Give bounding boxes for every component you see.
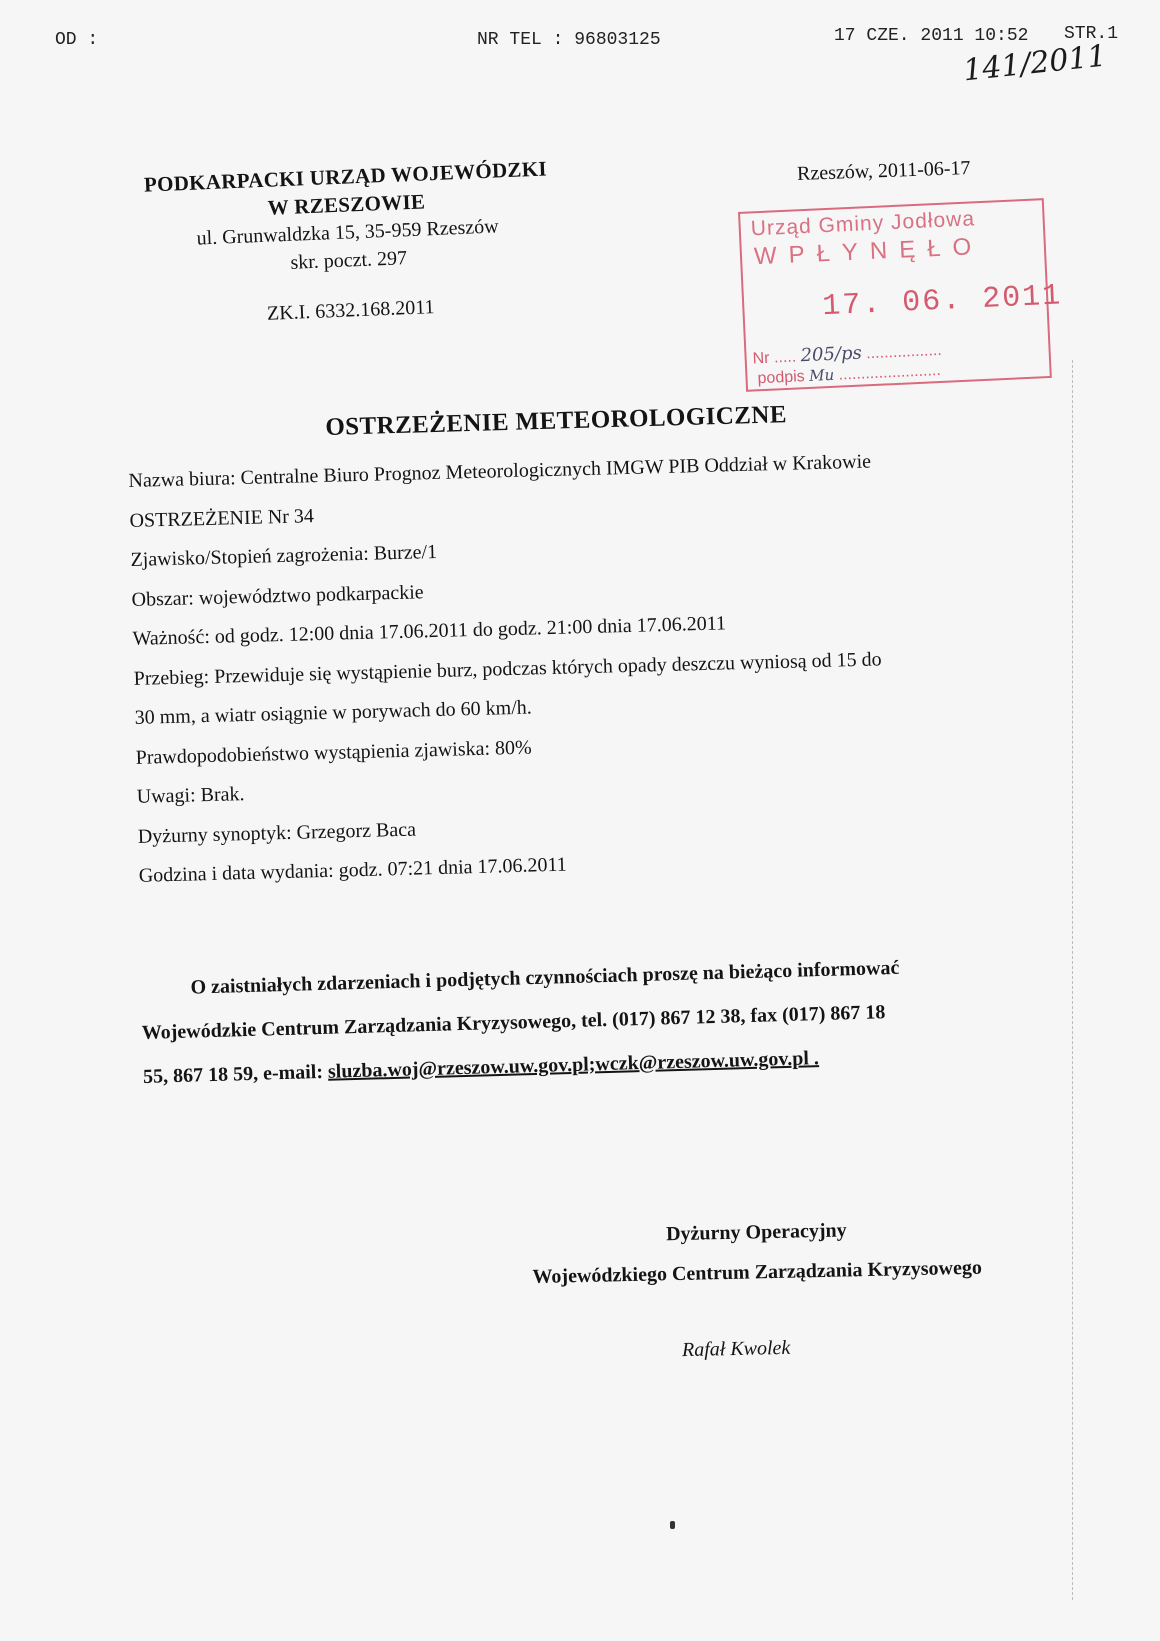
scan-speck xyxy=(670,1521,675,1529)
detail-area: Obszar: województwo podkarpackie xyxy=(131,580,424,611)
fax-page-number: STR.1 xyxy=(1064,24,1119,44)
reporting-notice xyxy=(140,942,1023,1099)
signer-name: Rafał Kwolek xyxy=(681,1336,791,1362)
sender-address: ul. Grunwaldzka 15, 35-959 Rzeszów xyxy=(196,215,500,250)
stamp-number-row: Nr ..... 205/ps ................. xyxy=(752,341,943,368)
detail-course-2: 30 mm, a wiatr osiągnie w porywach do 60 km/h. xyxy=(134,696,533,729)
stamp-signature-value: Mu xyxy=(808,365,835,385)
sender-po-box: skr. poczt. 297 xyxy=(290,247,408,274)
notice-line-2: Wojewódzkie Centrum Zarządzania Kryzysowego, tel. (017) 867 12 38, fax (017) 867 18 xyxy=(141,1001,886,1044)
stamp-date: 17. 06. 2011 xyxy=(821,279,1063,325)
stamp-number-label: Nr ..... xyxy=(752,348,797,368)
sender-org-line1: PODKARPACKI URZĄD WOJEWÓDZKI xyxy=(143,156,548,197)
handwritten-registry-number: 141/2011 xyxy=(961,38,1109,89)
warning-details xyxy=(128,438,1039,896)
signature-role: Dyżurny Operacyjny xyxy=(665,1219,847,1246)
email-links[interactable]: sluzba.woj@rzeszow.uw.gov.pl;wczk@rzeszow.uw.gov.pl . xyxy=(327,1047,820,1083)
stamp-signature-row: podpis Mu ....................... xyxy=(757,361,942,388)
signature-unit: Wojewódzkiego Centrum Zarządzania Kryzysowego xyxy=(532,1256,983,1289)
fax-datetime: 17 CZE. 2011 10:52 xyxy=(834,26,1029,46)
detail-validity: Ważność: od godz. 12:00 dnia 17.06.2011 do godz. 21:00 dnia 17.06.2011 xyxy=(132,612,727,650)
place-date: Rzeszów, 2011-06-17 xyxy=(796,156,971,186)
notice-line-1: O zaistniałych zdarzeniach i podjętych czynnościach proszę na bieżąco informować xyxy=(190,956,900,999)
stamp-signature-label: podpis xyxy=(757,368,806,388)
stamp-received: WPŁYNĘŁO xyxy=(753,232,984,271)
reference-number: ZK.I. 6332.168.2011 xyxy=(266,296,435,325)
notice-line-3-prefix: 55, 867 18 59, e-mail: xyxy=(142,1060,329,1088)
document-title: OSTRZEŻENIE METEOROLOGICZNE xyxy=(325,401,788,441)
stamp-number-value: 205/ps xyxy=(800,342,863,367)
detail-forecaster: Dyżurny synoptyk: Grzegorz Baca xyxy=(137,818,417,848)
stamp-office: Urząd Gminy Jodłowa xyxy=(750,207,976,241)
detail-remarks: Uwagi: Brak. xyxy=(136,783,245,808)
fax-from: OD : xyxy=(55,30,99,50)
detail-course-1: Przebieg: Przewiduje się wystąpienie burz, podczas których opady deszczu wyniosą od 15 do xyxy=(133,647,882,690)
detail-issue-time: Godzina i data wydania: godz. 07:21 dnia 17.06.2011 xyxy=(138,853,568,887)
detail-office: Nazwa biura: Centralne Biuro Prognoz Meteorologicznych IMGW PIB Oddział w Krakowie xyxy=(128,450,872,492)
sender-org-line2: W RZESZOWIE xyxy=(267,189,426,220)
detail-probability: Prawdopodobieństwo wystąpienia zjawiska: 80% xyxy=(135,736,532,769)
signature-block xyxy=(486,1207,1028,1298)
detail-warning-number: OSTRZEŻENIE Nr 34 xyxy=(129,504,315,532)
detail-phenomenon: Zjawisko/Stopień zagrożenia: Burze/1 xyxy=(130,540,438,571)
sender-block xyxy=(110,153,586,334)
fax-phone: NR TEL : 96803125 xyxy=(477,30,661,50)
received-stamp xyxy=(738,198,1063,392)
scan-edge-divider xyxy=(1072,360,1073,1600)
